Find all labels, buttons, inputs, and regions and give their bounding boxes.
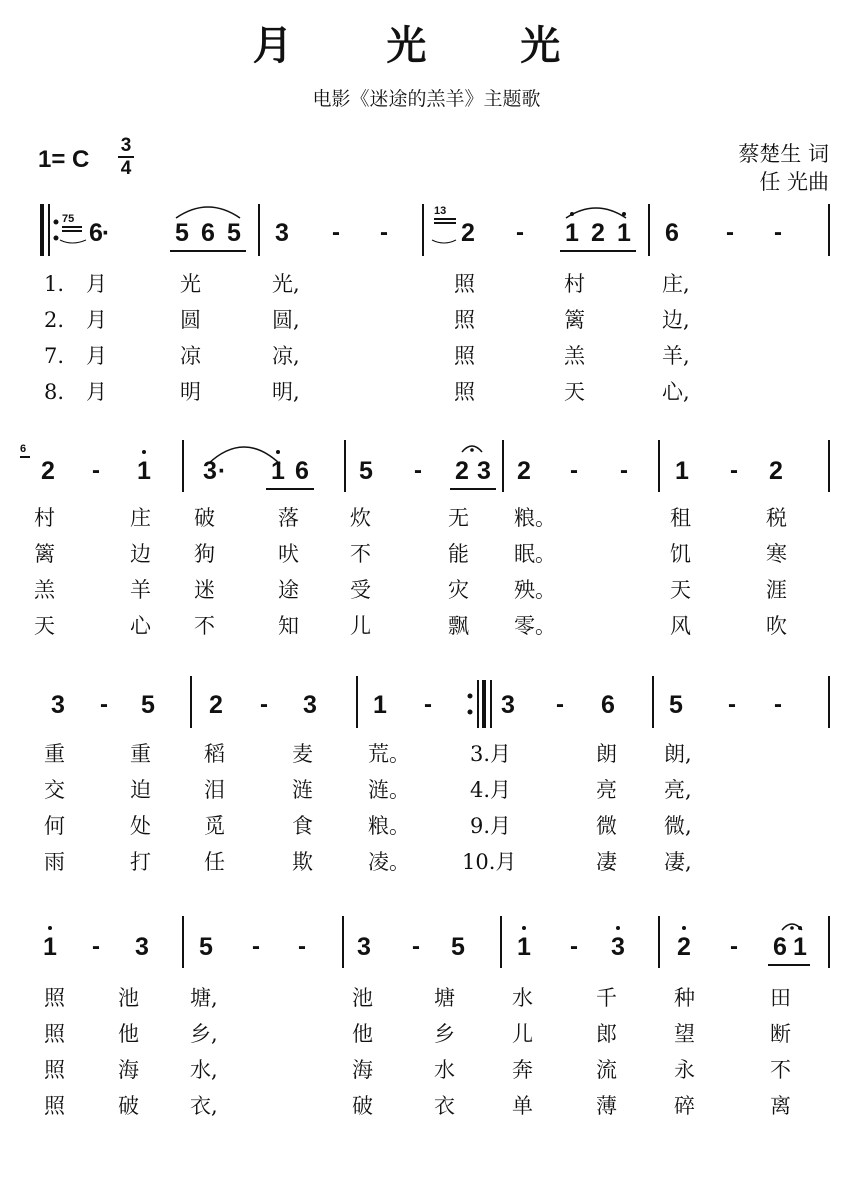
dash: - — [726, 219, 734, 246]
lyric-char: 天 — [34, 614, 55, 638]
note: 1 — [43, 933, 57, 961]
lyric-char: 种 — [674, 986, 695, 1010]
lyric-char: 亮, — [664, 778, 692, 802]
lyric-char: 庄, — [662, 272, 690, 296]
lyric-char: 羔 — [34, 578, 55, 602]
dash: - — [380, 219, 388, 246]
lyric-char: 心, — [662, 380, 690, 404]
lyric-char: 4.月 — [470, 778, 512, 802]
lyric-char: 破 — [352, 1094, 373, 1118]
lyric-char: 光, — [272, 272, 300, 296]
lyric-char: 照 — [454, 308, 475, 332]
lyric-char: 灾 — [448, 578, 469, 602]
lyric-char: 任 — [204, 850, 225, 874]
note: 2 — [461, 219, 475, 247]
lyric-char: 羔 — [564, 344, 585, 368]
note: 2 — [591, 219, 605, 247]
lyric-char: 照 — [44, 1094, 65, 1118]
lyric-char: 租 — [670, 506, 691, 530]
lyric-char: 照 — [44, 1022, 65, 1046]
dash: - — [556, 691, 564, 718]
lyric-char: 凉, — [272, 344, 300, 368]
lyric-char: 殃。 — [514, 578, 556, 602]
verse-number: 1. — [44, 272, 65, 296]
lyric-char: 食 — [292, 814, 313, 838]
lyricist-credit: 蔡楚生 词 — [738, 142, 829, 166]
dash: - — [620, 457, 628, 484]
lyric-char: 永 — [674, 1058, 695, 1082]
lyric-char: 10.月 — [462, 850, 517, 874]
lyric-char: 塘 — [434, 986, 455, 1010]
lyric-char: 税 — [766, 506, 787, 530]
note: 2 — [677, 933, 691, 961]
lyric-char: 破 — [118, 1094, 139, 1118]
lyric-char: 吹 — [766, 614, 787, 638]
lyric-char: 亮 — [596, 778, 617, 802]
lyric-char: 涟。 — [368, 778, 410, 802]
lyric-char: 月 — [86, 380, 107, 404]
note: 6 — [601, 691, 615, 719]
note: 2 — [41, 457, 55, 485]
dash: - — [92, 457, 100, 484]
lyric-char: 打 — [130, 850, 151, 874]
lyric-char: 稻 — [204, 742, 225, 766]
lyric-char: 篱 — [34, 542, 55, 566]
lyric-char: 朗, — [664, 742, 692, 766]
lyric-char: 何 — [44, 814, 65, 838]
note: 6 — [295, 457, 309, 485]
note: 2 — [455, 457, 469, 485]
dot-duration: · — [217, 457, 227, 485]
lyric-char: 乡, — [190, 1022, 218, 1046]
note: 1 — [137, 457, 151, 485]
lyric-char: 明, — [272, 380, 300, 404]
lyric-char: 能 — [448, 542, 469, 566]
lyric-char: 流 — [596, 1058, 617, 1082]
dash: - — [252, 933, 260, 960]
lyric-char: 凄 — [596, 850, 617, 874]
lyric-char: 照 — [454, 380, 475, 404]
lyric-char: 迷 — [194, 578, 215, 602]
note: 2 — [209, 691, 223, 719]
lyric-char: 饥 — [670, 542, 691, 566]
lyric-char: 风 — [670, 614, 691, 638]
note: 5 — [359, 457, 373, 485]
note: 5 — [199, 933, 213, 961]
lyric-char: 凌。 — [368, 850, 410, 874]
lyric-char: 明 — [180, 380, 201, 404]
lyric-char: 池 — [352, 986, 373, 1010]
lyric-char: 望 — [674, 1022, 695, 1046]
verse-number: 7. — [44, 344, 65, 368]
lyric-char: 处 — [130, 814, 151, 838]
note: 3 — [275, 219, 289, 247]
lyric-char: 微 — [596, 814, 617, 838]
lyric-char: 薄 — [596, 1094, 617, 1118]
lyric-char: 田 — [770, 986, 791, 1010]
lyric-char: 池 — [118, 986, 139, 1010]
verse-number: 2. — [44, 308, 65, 332]
lyric-char: 乡 — [434, 1022, 455, 1046]
note: 6 — [665, 219, 679, 247]
lyric-char: 海 — [118, 1058, 139, 1082]
note: 5 — [141, 691, 155, 719]
lyric-char: 碎 — [674, 1094, 695, 1118]
lyric-char: 寒 — [766, 542, 787, 566]
note: 1 — [517, 933, 531, 961]
lyric-char: 照 — [454, 344, 475, 368]
lyric-char: 圆 — [180, 308, 201, 332]
lyric-char: 破 — [194, 506, 215, 530]
lyric-char: 边 — [130, 542, 151, 566]
song-subtitle: 电影《迷途的羔羊》主题歌 — [312, 88, 541, 110]
lyric-char: 3.月 — [470, 742, 512, 766]
lyric-char: 儿 — [512, 1022, 533, 1046]
lyric-char: 水, — [190, 1058, 218, 1082]
lyric-char: 村 — [564, 272, 585, 296]
dash: - — [298, 933, 306, 960]
lyric-char: 麦 — [292, 742, 313, 766]
lyric-char: 落 — [278, 506, 299, 530]
lyric-char: 受 — [350, 578, 371, 602]
lyric-char: 欺 — [292, 850, 313, 874]
dash: - — [728, 691, 736, 718]
note: 1 — [373, 691, 387, 719]
lyric-char: 心 — [130, 614, 151, 638]
lyric-char: 奔 — [512, 1058, 533, 1082]
lyric-char: 9.月 — [470, 814, 512, 838]
dash: - — [570, 933, 578, 960]
lyric-char: 途 — [278, 578, 299, 602]
lyric-char: 眠。 — [514, 542, 556, 566]
lyric-char: 粮。 — [368, 814, 410, 838]
note: 2 — [517, 457, 531, 485]
lyric-char: 吠 — [278, 542, 299, 566]
dash: - — [92, 933, 100, 960]
time-numerator: 3 — [120, 135, 132, 156]
dash: - — [424, 691, 432, 718]
lyric-char: 照 — [44, 1058, 65, 1082]
grace-note: 75 — [62, 213, 75, 225]
lyric-char: 他 — [118, 1022, 139, 1046]
lyric-char: 水 — [512, 986, 533, 1010]
dash: - — [412, 933, 420, 960]
note: 1 — [675, 457, 689, 485]
lyric-char: 迫 — [130, 778, 151, 802]
lyric-char: 飘 — [448, 614, 469, 638]
lyric-char: 重 — [44, 742, 65, 766]
note: 5 — [175, 219, 189, 247]
lyric-char: 交 — [44, 778, 65, 802]
note: 5 — [669, 691, 683, 719]
note: 2 — [769, 457, 783, 485]
note: 3 — [303, 691, 317, 719]
lyric-char: 断 — [770, 1022, 791, 1046]
lyric-char: 不 — [194, 614, 215, 638]
lyric-char: 不 — [770, 1058, 791, 1082]
lyric-char: 海 — [352, 1058, 373, 1082]
lyric-char: 荒。 — [368, 742, 410, 766]
dot-duration: · — [101, 219, 111, 247]
lyric-char: 天 — [670, 578, 691, 602]
lyric-char: 单 — [512, 1094, 533, 1118]
lyric-char: 不 — [350, 542, 371, 566]
note: 1 — [617, 219, 631, 247]
lyric-char: 天 — [564, 380, 585, 404]
lyric-char: 儿 — [350, 614, 371, 638]
song-title: 月 光 光 — [252, 22, 601, 69]
lyric-char: 他 — [352, 1022, 373, 1046]
dash: - — [516, 219, 524, 246]
dash: - — [774, 219, 782, 246]
lyric-char: 塘, — [190, 986, 218, 1010]
lyric-char: 粮。 — [514, 506, 556, 530]
note: 3 — [357, 933, 371, 961]
note: 5 — [227, 219, 241, 247]
note: 3 — [477, 457, 491, 485]
note: 3 — [51, 691, 65, 719]
note: 3 — [135, 933, 149, 961]
lyric-char: 炊 — [350, 506, 371, 530]
lyric-char: 边, — [662, 308, 690, 332]
dash: - — [730, 933, 738, 960]
lyric-char: 月 — [86, 344, 107, 368]
lyric-char: 雨 — [44, 850, 65, 874]
lyric-char: 凄, — [664, 850, 692, 874]
lyric-char: 零。 — [514, 614, 556, 638]
lyric-char: 篱 — [564, 308, 585, 332]
lyric-char: 知 — [278, 614, 299, 638]
lyric-char: 狗 — [194, 542, 215, 566]
dash: - — [260, 691, 268, 718]
note: 1 — [565, 219, 579, 247]
lyric-char: 朗 — [596, 742, 617, 766]
dash: - — [774, 691, 782, 718]
lyric-char: 微, — [664, 814, 692, 838]
lyric-char: 衣, — [190, 1094, 218, 1118]
grace-note: 13 — [434, 205, 447, 217]
lyric-char: 离 — [770, 1094, 791, 1118]
dash: - — [332, 219, 340, 246]
note: 6 — [89, 219, 103, 247]
key-signature: 1= C — [38, 146, 90, 173]
lyric-char: 庄 — [130, 506, 151, 530]
lyric-char: 千 — [596, 986, 617, 1010]
dash: - — [730, 457, 738, 484]
note: 3 — [501, 691, 515, 719]
note: 6 — [773, 933, 787, 961]
note: 1 — [793, 933, 807, 961]
dash: - — [570, 457, 578, 484]
note: 3 — [203, 457, 217, 485]
lyric-char: 圆, — [272, 308, 300, 332]
lyric-char: 月 — [86, 272, 107, 296]
lyric-char: 重 — [130, 742, 151, 766]
note: 5 — [451, 933, 465, 961]
lyric-char: 涟 — [292, 778, 313, 802]
note: 6 — [201, 219, 215, 247]
lyric-char: 凉 — [180, 344, 201, 368]
time-denominator: 4 — [120, 158, 132, 179]
lyric-char: 照 — [44, 986, 65, 1010]
verse-number: 8. — [44, 380, 65, 404]
lyric-char: 照 — [454, 272, 475, 296]
lyric-char: 羊, — [662, 344, 690, 368]
lyric-char: 涯 — [766, 578, 787, 602]
dash: - — [100, 691, 108, 718]
composer-credit: 任 光曲 — [759, 170, 829, 194]
lyric-char: 衣 — [434, 1094, 455, 1118]
grace-note: 6 — [20, 443, 27, 455]
lyric-char: 水 — [434, 1058, 455, 1082]
note: 3 — [611, 933, 625, 961]
dash: - — [414, 457, 422, 484]
lyric-char: 光 — [180, 272, 201, 296]
lyric-char: 月 — [86, 308, 107, 332]
lyric-char: 觅 — [204, 814, 225, 838]
lyric-char: 郎 — [596, 1022, 617, 1046]
lyric-char: 羊 — [130, 578, 151, 602]
note: 1 — [271, 457, 285, 485]
lyric-char: 村 — [34, 506, 55, 530]
lyric-char: 无 — [448, 506, 469, 530]
lyric-char: 泪 — [204, 778, 225, 802]
